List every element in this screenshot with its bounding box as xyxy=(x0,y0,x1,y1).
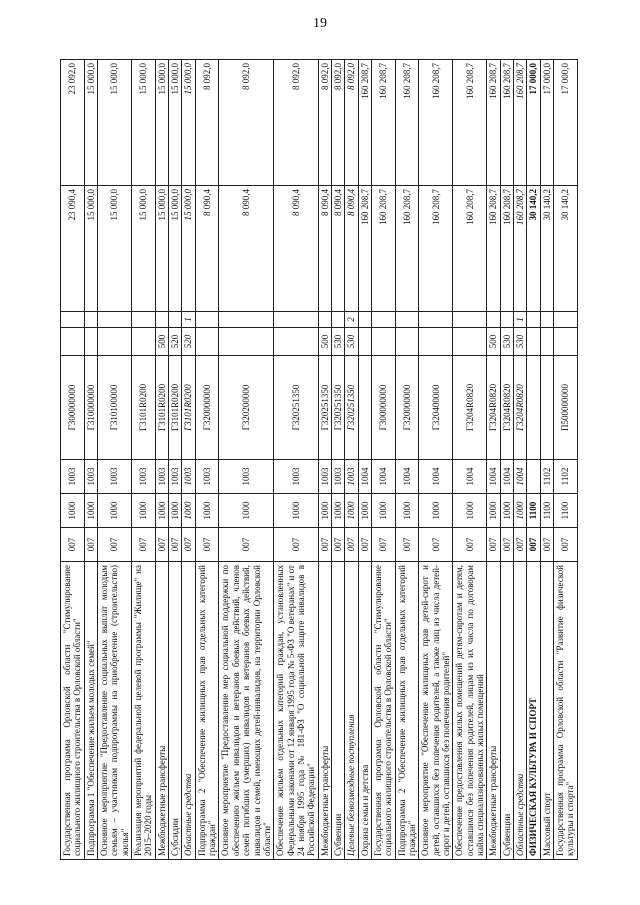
row-name: Межбюджетные трансферты xyxy=(487,562,500,860)
code-target: Г3101R0200 xyxy=(132,356,156,460)
code-ministry: 007 xyxy=(195,528,219,562)
code-target: Г320251350 xyxy=(274,356,318,460)
code-expense-type xyxy=(98,328,132,356)
value-year-2: 15 000,0 xyxy=(182,60,195,186)
code-source xyxy=(132,312,156,328)
code-section: 1000 xyxy=(487,494,500,528)
code-section: 1000 xyxy=(318,494,331,528)
code-section: 1000 xyxy=(182,494,195,528)
value-year-1: 30 140,2 xyxy=(527,186,540,312)
code-target: Г320000000 xyxy=(195,356,219,460)
code-subsection: 1003 xyxy=(132,460,156,494)
code-target: Г320200000 xyxy=(219,356,274,460)
code-expense-type: 530 xyxy=(500,328,513,356)
value-year-1: 160 208,7 xyxy=(453,186,487,312)
code-ministry: 007 xyxy=(453,528,487,562)
code-subsection: 1003 xyxy=(195,460,219,494)
code-ministry: 007 xyxy=(274,528,318,562)
code-source xyxy=(527,312,540,328)
code-ministry: 007 xyxy=(132,528,156,562)
code-source xyxy=(395,312,419,328)
code-source xyxy=(219,312,274,328)
value-year-2: 160 208,7 xyxy=(371,60,395,186)
code-source xyxy=(540,312,553,328)
code-source xyxy=(554,312,578,328)
table-row xyxy=(219,60,274,860)
code-target: Г320251350 xyxy=(345,356,358,460)
code-subsection: 1003 xyxy=(318,460,331,494)
rotated-table-wrapper xyxy=(60,60,615,860)
table-row xyxy=(395,60,419,860)
value-year-2: 8 092,0 xyxy=(318,60,331,186)
value-year-1: 8 090,4 xyxy=(318,186,331,312)
table-row xyxy=(500,60,513,860)
table-row xyxy=(514,60,527,860)
code-ministry: 007 xyxy=(395,528,419,562)
row-name: Основное мероприятие "Предоставление мер социальной поддержки по обеспечению жильем инвалидов и ветеранов боевых действий, членов семей погибших (умерших) инвалидов и ветеранов боевых действий, инвалидов и семей, имеющих детей-инвалидов, на территории Орловской области" xyxy=(219,562,274,860)
code-expense-type xyxy=(371,328,395,356)
code-section: 1000 xyxy=(331,494,344,528)
code-subsection: 1004 xyxy=(358,460,371,494)
value-year-1: 8 090,4 xyxy=(331,186,344,312)
row-name: Подпрограмма 2 "Обеспечение жилищных прав отдельных категорий граждан" xyxy=(195,562,219,860)
value-year-2: 160 208,7 xyxy=(358,60,371,186)
code-subsection: 1003 xyxy=(274,460,318,494)
value-year-2: 8 092,0 xyxy=(345,60,358,186)
code-subsection: 1003 xyxy=(84,460,97,494)
code-ministry: 007 xyxy=(500,528,513,562)
code-source: 1 xyxy=(514,312,527,328)
code-subsection: 1102 xyxy=(554,460,578,494)
code-expense-type xyxy=(554,328,578,356)
code-source xyxy=(274,312,318,328)
value-year-2: 15 000,0 xyxy=(155,60,168,186)
value-year-2: 8 092,0 xyxy=(331,60,344,186)
value-year-2: 15 000,0 xyxy=(169,60,182,186)
row-name: Обеспечение предоставления жилых помещений детям-сиротам и детям, оставшимся без попечения родителей, лицам из их числа по договорам найма специализированных жилых помещений xyxy=(453,562,487,860)
code-expense-type xyxy=(419,328,453,356)
table-row xyxy=(358,60,371,860)
code-ministry: 007 xyxy=(345,528,358,562)
value-year-2: 17 000,0 xyxy=(540,60,553,186)
code-ministry: 007 xyxy=(514,528,527,562)
code-target xyxy=(358,356,371,460)
code-ministry: 007 xyxy=(358,528,371,562)
code-expense-type: 520 xyxy=(169,328,182,356)
row-name: Массовый спорт xyxy=(540,562,553,860)
code-source xyxy=(419,312,453,328)
code-section: 1000 xyxy=(358,494,371,528)
value-year-2: 8 092,0 xyxy=(219,60,274,186)
code-section: 1000 xyxy=(98,494,132,528)
value-year-2: 17 000,0 xyxy=(527,60,540,186)
row-name: Областные средства xyxy=(182,562,195,860)
code-section: 1100 xyxy=(540,494,553,528)
value-year-1: 160 208,7 xyxy=(500,186,513,312)
value-year-1: 15 000,0 xyxy=(155,186,168,312)
table-row xyxy=(527,60,540,860)
code-target: Г320000000 xyxy=(395,356,419,460)
table-row xyxy=(371,60,395,860)
row-name: Субвенции xyxy=(331,562,344,860)
code-target: Г3101R0200 xyxy=(155,356,168,460)
row-name: Основное мероприятие "Предоставление социальных выплат молодым семьям – участникам подпрограммы на приобретение (строительство) жилья" xyxy=(98,562,132,860)
code-target: Г300000000 xyxy=(61,356,85,460)
code-source xyxy=(453,312,487,328)
code-expense-type xyxy=(453,328,487,356)
row-name: Государственная программа Орловской области "Стимулирование социального жилищного строительства в Орловской области" xyxy=(371,562,395,860)
value-year-2: 15 000,0 xyxy=(98,60,132,186)
table-row xyxy=(182,60,195,860)
table-row xyxy=(487,60,500,860)
value-year-2: 160 208,7 xyxy=(453,60,487,186)
code-section: 1000 xyxy=(345,494,358,528)
code-source xyxy=(331,312,344,328)
value-year-1: 8 090,4 xyxy=(219,186,274,312)
page-number: 19 xyxy=(313,16,327,31)
table-row xyxy=(419,60,453,860)
value-year-1: 15 000,0 xyxy=(98,186,132,312)
code-section: 1000 xyxy=(500,494,513,528)
code-ministry: 007 xyxy=(527,528,540,562)
code-expense-type xyxy=(358,328,371,356)
code-subsection: 1004 xyxy=(371,460,395,494)
code-section: 1000 xyxy=(371,494,395,528)
value-year-2: 8 092,0 xyxy=(195,60,219,186)
code-target: Г3101R0200 xyxy=(169,356,182,460)
code-subsection: 1003 xyxy=(155,460,168,494)
code-section: 1100 xyxy=(554,494,578,528)
code-target xyxy=(527,356,540,460)
code-ministry: 007 xyxy=(554,528,578,562)
code-section: 1000 xyxy=(61,494,85,528)
row-name: Межбюджетные трансферты xyxy=(155,562,168,860)
value-year-1: 15 000,0 xyxy=(84,186,97,312)
table-row xyxy=(98,60,132,860)
code-expense-type: 500 xyxy=(318,328,331,356)
table-row xyxy=(554,60,578,860)
value-year-1: 8 090,4 xyxy=(345,186,358,312)
table-row xyxy=(540,60,553,860)
code-source xyxy=(500,312,513,328)
table-row xyxy=(345,60,358,860)
row-name: Государственная программа Орловской области "Стимулирование социального жилищного строительства в Орловской области" xyxy=(61,562,85,860)
code-ministry: 007 xyxy=(371,528,395,562)
code-ministry: 007 xyxy=(419,528,453,562)
value-year-1: 23 090,4 xyxy=(61,186,85,312)
code-source xyxy=(487,312,500,328)
row-name: Государственная программа Орловской области "Развитие физической культуры и спорта" xyxy=(554,562,578,860)
value-year-2: 160 208,7 xyxy=(487,60,500,186)
table-body xyxy=(61,60,578,860)
row-name: Подпрограмма 2 "Обеспечение жилищных прав отдельных категорий граждан" xyxy=(395,562,419,860)
code-expense-type xyxy=(540,328,553,356)
row-name: Субсидии xyxy=(169,562,182,860)
code-target: Г320251350 xyxy=(331,356,344,460)
code-expense-type xyxy=(395,328,419,356)
code-expense-type: 520 xyxy=(182,328,195,356)
code-subsection: 1003 xyxy=(98,460,132,494)
code-subsection: 1003 xyxy=(182,460,195,494)
value-year-1: 160 208,7 xyxy=(358,186,371,312)
value-year-1: 160 208,7 xyxy=(487,186,500,312)
code-expense-type: 500 xyxy=(155,328,168,356)
code-subsection: 1004 xyxy=(419,460,453,494)
code-subsection: 1102 xyxy=(540,460,553,494)
code-expense-type xyxy=(195,328,219,356)
code-subsection xyxy=(527,460,540,494)
table-row xyxy=(132,60,156,860)
table-row xyxy=(453,60,487,860)
code-expense-type xyxy=(132,328,156,356)
code-target xyxy=(540,356,553,460)
code-expense-type: 530 xyxy=(331,328,344,356)
table-row xyxy=(318,60,331,860)
code-section: 1000 xyxy=(84,494,97,528)
value-year-2: 160 208,7 xyxy=(514,60,527,186)
budget-table-container xyxy=(60,60,615,860)
code-ministry: 007 xyxy=(169,528,182,562)
value-year-2: 8 092,0 xyxy=(274,60,318,186)
code-subsection: 1004 xyxy=(395,460,419,494)
code-section: 1000 xyxy=(395,494,419,528)
code-target: Г320400000 xyxy=(419,356,453,460)
code-subsection: 1004 xyxy=(487,460,500,494)
row-name: Обеспечение жильем отдельных категорий граждан, установленных Федеральными законами от 12 января 1995 года № 5-ФЗ "О ветеранах" и от 24 ноября 1995 года № 181-ФЗ "О социальной защите инвалидов в Российской Федерации" xyxy=(274,562,318,860)
code-section: 1100 xyxy=(527,494,540,528)
value-year-2: 15 000,0 xyxy=(132,60,156,186)
value-year-2: 160 208,7 xyxy=(500,60,513,186)
code-ministry: 007 xyxy=(84,528,97,562)
value-year-2: 160 208,7 xyxy=(419,60,453,186)
row-name: Областные средства xyxy=(514,562,527,860)
value-year-1: 8 090,4 xyxy=(274,186,318,312)
code-section: 1000 xyxy=(419,494,453,528)
value-year-2: 15 000,0 xyxy=(84,60,97,186)
row-name: Реализация мероприятий федеральной целевой программы "Жилище" на 2015–2020 годы xyxy=(132,562,156,860)
table-row xyxy=(195,60,219,860)
code-section: 1000 xyxy=(132,494,156,528)
table-row xyxy=(169,60,182,860)
code-target: Г310100000 xyxy=(98,356,132,460)
value-year-1: 8 090,4 xyxy=(195,186,219,312)
code-expense-type: 530 xyxy=(514,328,527,356)
code-ministry: 007 xyxy=(540,528,553,562)
code-ministry: 007 xyxy=(487,528,500,562)
code-expense-type: 530 xyxy=(345,328,358,356)
row-name: Субвенции xyxy=(500,562,513,860)
value-year-1: 160 208,7 xyxy=(395,186,419,312)
value-year-1: 15 000,0 xyxy=(132,186,156,312)
code-target: Г3204R0820 xyxy=(453,356,487,460)
code-ministry: 007 xyxy=(61,528,85,562)
code-ministry: 007 xyxy=(318,528,331,562)
code-subsection: 1004 xyxy=(500,460,513,494)
code-section: 1000 xyxy=(514,494,527,528)
code-source xyxy=(195,312,219,328)
code-section: 1000 xyxy=(453,494,487,528)
code-target: Г3204R0820 xyxy=(514,356,527,460)
code-subsection: 1003 xyxy=(331,460,344,494)
row-name: Основное мероприятие "Обеспечение жилищных прав детей-сирот и детей, оставшихся без попечения родителей, а также лиц из числа детей-сирот и детей, оставшихся без попечения родителей" xyxy=(419,562,453,860)
code-source xyxy=(169,312,182,328)
code-source xyxy=(318,312,331,328)
table-row xyxy=(61,60,85,860)
code-expense-type xyxy=(219,328,274,356)
budget-table xyxy=(60,59,578,860)
code-target: Г320251350 xyxy=(318,356,331,460)
code-subsection: 1003 xyxy=(219,460,274,494)
code-ministry: 007 xyxy=(155,528,168,562)
code-source xyxy=(61,312,85,328)
code-target: Г310000000 xyxy=(84,356,97,460)
row-name: Целевые безвозмездные поступления xyxy=(345,562,358,860)
table-row xyxy=(84,60,97,860)
code-source xyxy=(155,312,168,328)
value-year-1: 30 140,2 xyxy=(540,186,553,312)
row-name: Межбюджетные трансферты xyxy=(318,562,331,860)
code-target: Г300000000 xyxy=(371,356,395,460)
row-name: Подпрограмма 1 "Обеспечение жильем молодых семей" xyxy=(84,562,97,860)
value-year-2: 23 092,0 xyxy=(61,60,85,186)
code-subsection: 1004 xyxy=(514,460,527,494)
code-expense-type: 500 xyxy=(487,328,500,356)
code-expense-type xyxy=(527,328,540,356)
code-source xyxy=(358,312,371,328)
code-ministry: 007 xyxy=(98,528,132,562)
code-section: 1000 xyxy=(274,494,318,528)
code-source xyxy=(84,312,97,328)
code-expense-type xyxy=(61,328,85,356)
table-row xyxy=(155,60,168,860)
value-year-1: 160 208,7 xyxy=(514,186,527,312)
code-target: Г3204R0820 xyxy=(487,356,500,460)
code-target: Г3101R0200 xyxy=(182,356,195,460)
code-expense-type xyxy=(274,328,318,356)
code-section: 1000 xyxy=(169,494,182,528)
code-subsection: 1004 xyxy=(453,460,487,494)
row-name: ФИЗИЧЕСКАЯ КУЛЬТУРА И СПОРТ xyxy=(527,562,540,860)
code-expense-type xyxy=(84,328,97,356)
code-ministry: 007 xyxy=(331,528,344,562)
code-subsection: 1003 xyxy=(345,460,358,494)
value-year-2: 160 208,7 xyxy=(395,60,419,186)
value-year-2: 17 000,0 xyxy=(554,60,578,186)
code-section: 1000 xyxy=(155,494,168,528)
value-year-1: 30 140,2 xyxy=(554,186,578,312)
table-row xyxy=(274,60,318,860)
code-source: 1 xyxy=(182,312,195,328)
code-source xyxy=(371,312,395,328)
row-name: Охрана семьи и детства xyxy=(358,562,371,860)
code-source: 2 xyxy=(345,312,358,328)
code-section: 1000 xyxy=(195,494,219,528)
value-year-1: 15 000,0 xyxy=(182,186,195,312)
code-ministry: 007 xyxy=(182,528,195,562)
code-subsection: 1003 xyxy=(61,460,85,494)
code-source xyxy=(98,312,132,328)
value-year-1: 160 208,7 xyxy=(419,186,453,312)
value-year-1: 15 000,0 xyxy=(169,186,182,312)
code-target: П500000000 xyxy=(554,356,578,460)
table-row xyxy=(331,60,344,860)
value-year-1: 160 208,7 xyxy=(371,186,395,312)
code-section: 1000 xyxy=(219,494,274,528)
code-target: Г3204R0820 xyxy=(500,356,513,460)
code-subsection: 1003 xyxy=(169,460,182,494)
code-ministry: 007 xyxy=(219,528,274,562)
